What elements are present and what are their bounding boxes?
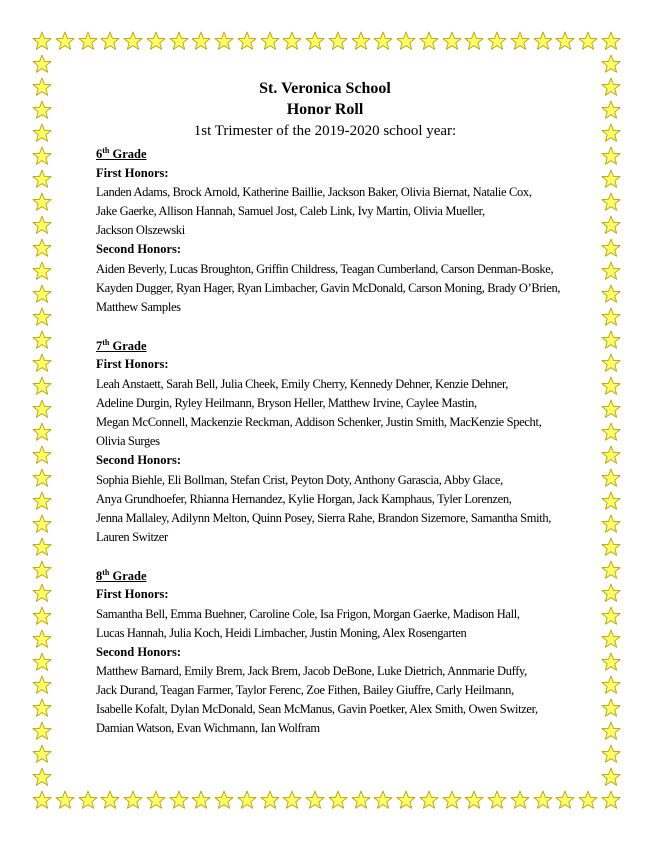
grade-7-heading: 7th Grade: [96, 338, 147, 354]
grade-7-first-honors-label: First Honors:: [96, 357, 169, 371]
grade-6-heading: 6th Grade: [96, 146, 147, 162]
grade-8-second-line: Damian Watson, Evan Wichmann, Ian Wolfram: [96, 721, 320, 735]
grade-8-second-line: Matthew Barnard, Emily Brem, Jack Brem, Jacob DeBone, Luke Dietrich, Annmarie Duffy,: [96, 664, 527, 678]
grade-7-second-line: Jenna Mallaley, Adilynn Melton, Quinn Posey, Sierra Rahe, Brandon Sizemore, Samantha Smith,: [96, 511, 551, 525]
grade-8-heading: 8th Grade: [96, 568, 147, 584]
grade-6-second-honors-label: Second Honors:: [96, 242, 182, 256]
grade-7-second-line: Lauren Switzer: [96, 530, 168, 544]
grade-7-second-honors-label: Second Honors:: [96, 453, 182, 467]
grade-6-second-line: Matthew Samples: [96, 300, 181, 314]
grade-7-first-line: Olivia Surges: [96, 434, 160, 448]
grade-8-first-honors-label: First Honors:: [96, 587, 169, 601]
page-title: Honor Roll: [286, 101, 364, 118]
grade-7-second-line: Anya Grundhoefer, Rhianna Hernandez, Kylie Horgan, Jack Kamphaus, Tyler Lorenzen,: [96, 492, 512, 506]
grade-7-first-line: Adeline Durgin, Ryley Heilmann, Bryson Heller, Matthew Irvine, Caylee Mastin,: [96, 396, 477, 410]
grade-6-first-line: Jackson Olszewski: [96, 223, 185, 237]
grade-8-first-line: Samantha Bell, Emma Buehner, Caroline Cole, Isa Frigon, Morgan Gaerke, Madison Hall,: [96, 607, 520, 621]
grade-6-second-line: Kayden Dugger, Ryan Hager, Ryan Limbacher, Gavin McDonald, Carson Moning, Brady O’Brien,: [96, 281, 561, 295]
grade-8-second-line: Jack Durand, Teagan Farmer, Taylor Ferenc, Zoe Fithen, Bailey Giuffre, Carly Heilmann,: [96, 683, 514, 697]
grade-8-first-line: Lucas Hannah, Julia Koch, Heidi Limbacher, Justin Moning, Alex Rosengarten: [96, 626, 467, 640]
grade-8-second-line: Isabelle Kofalt, Dylan McDonald, Sean McManus, Gavin Poetker, Alex Smith, Owen Switzer,: [96, 702, 538, 716]
grade-7-first-line: Leah Anstaett, Sarah Bell, Julia Cheek, Emily Cherry, Kennedy Dehner, Kenzie Dehner,: [96, 377, 509, 391]
grade-6-first-line: Jake Gaerke, Allison Hannah, Samuel Jost, Caleb Link, Ivy Martin, Olivia Mueller,: [96, 204, 485, 218]
grade-6-second-line: Aiden Beverly, Lucas Broughton, Griffin Childress, Teagan Cumberland, Carson Denman-Boske,: [96, 262, 554, 276]
grade-7-first-line: Megan McConnell, Mackenzie Reckman, Addison Schenker, Justin Smith, MacKenzie Specht,: [96, 415, 542, 429]
trimester-subtitle: 1st Trimester of the 2019-2020 school year:: [193, 123, 457, 139]
grade-6-first-line: Landen Adams, Brock Arnold, Katherine Baillie, Jackson Baker, Olivia Biernat, Natalie Cox,: [96, 185, 532, 199]
grade-7-second-line: Sophia Biehle, Eli Bollman, Stefan Crist, Peyton Doty, Anthony Garascia, Abby Glace,: [96, 473, 503, 487]
grade-6-first-honors-label: First Honors:: [96, 166, 169, 180]
grade-8-second-honors-label: Second Honors:: [96, 645, 182, 659]
school-name: St. Veronica School: [259, 80, 391, 97]
